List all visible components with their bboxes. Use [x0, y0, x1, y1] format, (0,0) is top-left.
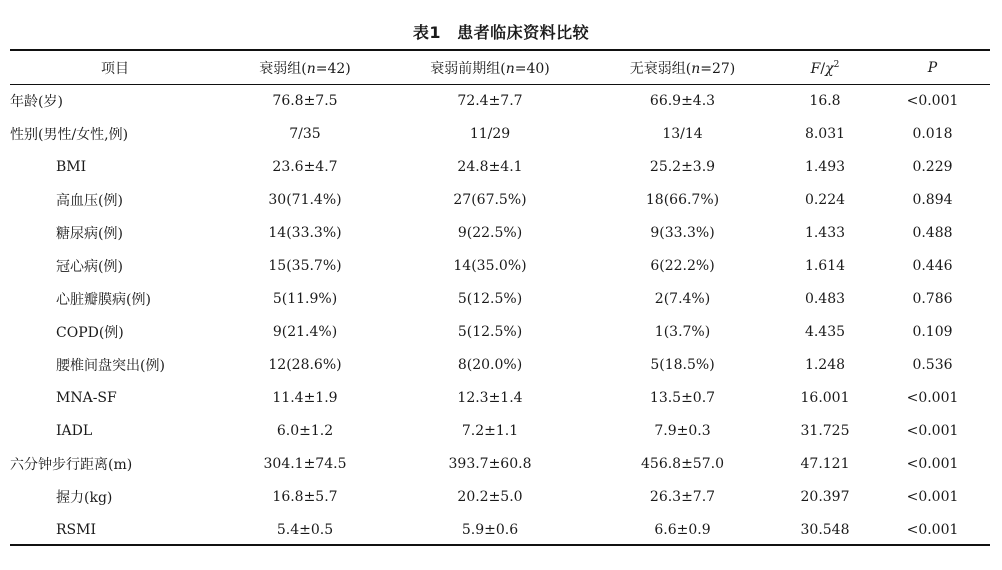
cell-p-value: <0.001	[906, 455, 959, 472]
table-row	[10, 480, 990, 513]
table-row	[10, 381, 990, 414]
cell-nonfrail: 25.2±3.9	[649, 158, 716, 175]
cell-statistic: 8.031	[804, 125, 846, 142]
cell-prefrail: 9(22.5%)	[457, 224, 523, 241]
row-label: 心脏瓣膜病(例)	[56, 291, 151, 308]
row-label: IADL	[56, 422, 93, 439]
cell-prefrail: 20.2±5.0	[457, 488, 523, 505]
cell-statistic: 20.397	[800, 488, 850, 505]
cell-prefrail: 5(12.5%)	[457, 323, 523, 340]
row-label: 年龄(岁)	[10, 93, 63, 110]
cell-statistic: 47.121	[800, 455, 850, 472]
top-rule	[10, 49, 990, 51]
cell-prefrail: 7.2±1.1	[461, 422, 519, 439]
cell-nonfrail: 66.9±4.3	[649, 92, 716, 109]
cell-nonfrail: 9(33.3%)	[650, 224, 715, 241]
table-row	[10, 150, 990, 183]
row-label: 高血压(例)	[56, 192, 123, 209]
cell-statistic: 16.001	[800, 389, 850, 406]
cell-statistic: 4.435	[804, 323, 846, 340]
cell-statistic: 16.8	[809, 92, 841, 109]
cell-p-value: <0.001	[906, 488, 959, 505]
cell-statistic: 1.614	[804, 257, 846, 274]
cell-nonfrail: 6(22.2%)	[650, 257, 715, 274]
cell-p-value: <0.001	[906, 422, 959, 439]
cell-statistic: 31.725	[800, 422, 850, 439]
header-row	[10, 52, 990, 84]
table-row	[10, 315, 990, 348]
row-label: 糖尿病(例)	[56, 225, 123, 242]
row-label: RSMI	[56, 521, 96, 538]
cell-statistic: 1.248	[804, 356, 846, 373]
cell-prefrail: 27(67.5%)	[453, 191, 527, 208]
cell-frail: 23.6±4.7	[272, 158, 338, 175]
table-row	[10, 447, 990, 480]
cell-p-value: 0.446	[912, 257, 953, 274]
clinical-data-table	[10, 52, 990, 546]
cell-statistic: 30.548	[800, 521, 850, 538]
cell-prefrail: 24.8±4.1	[457, 158, 523, 175]
cell-frail: 5(11.9%)	[272, 290, 338, 307]
cell-p-value: 0.488	[912, 224, 953, 241]
cell-p-value: 0.018	[912, 125, 953, 142]
cell-p-value: <0.001	[906, 521, 959, 538]
cell-p-value: 0.894	[912, 191, 953, 208]
header-stat-f: F	[810, 60, 821, 77]
cell-nonfrail: 456.8±57.0	[641, 455, 724, 472]
header-nonfrail-prefix: 无衰弱组(	[629, 61, 692, 77]
header-frail-n: n	[306, 61, 316, 77]
cell-frail: 12(28.6%)	[268, 356, 342, 373]
cell-frail: 30(71.4%)	[268, 191, 342, 208]
table-caption: 患者临床资料比较	[457, 23, 590, 42]
table-row	[10, 216, 990, 249]
header-p-value: P	[927, 60, 938, 76]
cell-prefrail: 72.4±7.7	[457, 92, 523, 109]
cell-nonfrail: 18(66.7%)	[645, 191, 720, 208]
cell-frail: 304.1±74.5	[263, 455, 347, 472]
cell-prefrail: 12.3±1.4	[457, 389, 523, 406]
cell-p-value: 0.109	[912, 323, 953, 340]
table-row	[10, 282, 990, 315]
header-stat-chi: χ	[825, 60, 834, 77]
header-prefrail-suffix: =40)	[514, 61, 550, 77]
row-label: 握力(kg)	[56, 489, 113, 506]
header-nonfrail-suffix: =27)	[700, 61, 736, 77]
header-frail-prefix: 衰弱组(	[259, 61, 307, 77]
cell-nonfrail: 26.3±7.7	[649, 488, 716, 505]
cell-statistic: 1.433	[804, 224, 846, 241]
table-row	[10, 84, 990, 117]
header-stat-sup: 2	[833, 59, 840, 70]
header-frail-suffix: =42)	[315, 61, 351, 77]
cell-frail: 15(35.7%)	[268, 257, 342, 274]
header-stat-slash: /	[820, 60, 826, 77]
cell-nonfrail: 6.6±0.9	[654, 521, 711, 538]
cell-nonfrail: 13.5±0.7	[649, 389, 716, 406]
cell-nonfrail: 5(18.5%)	[650, 356, 715, 373]
table-row	[10, 513, 990, 546]
table-row	[10, 183, 990, 216]
cell-prefrail: 11/29	[469, 125, 511, 142]
row-label: 六分钟步行距离(m)	[10, 456, 133, 473]
row-label: 冠心病(例)	[56, 258, 123, 275]
header-prefrail-group	[390, 52, 590, 84]
header-nonfrail-group	[590, 52, 775, 84]
row-label: MNA-SF	[56, 389, 117, 406]
cell-frail: 16.8±5.7	[272, 488, 338, 505]
row-label: 腰椎间盘突出(例)	[56, 357, 165, 374]
cell-p-value: <0.001	[906, 92, 959, 109]
cell-frail: 6.0±1.2	[276, 422, 334, 439]
cell-statistic: 1.493	[804, 158, 846, 175]
cell-p-value: 0.229	[912, 158, 953, 175]
table-row	[10, 249, 990, 282]
header-statistic	[775, 52, 875, 84]
cell-statistic: 0.224	[804, 191, 846, 208]
cell-frail: 9(21.4%)	[272, 323, 338, 340]
cell-frail: 7/35	[289, 125, 321, 142]
cell-frail: 14(33.3%)	[268, 224, 342, 241]
cell-frail: 11.4±1.9	[272, 389, 338, 406]
cell-prefrail: 8(20.0%)	[457, 356, 523, 373]
cell-p-value: 0.536	[912, 356, 953, 373]
cell-p-value: <0.001	[906, 389, 959, 406]
table-row	[10, 348, 990, 381]
cell-nonfrail: 13/14	[662, 125, 703, 142]
cell-nonfrail: 2(7.4%)	[654, 290, 711, 307]
table-row	[10, 117, 990, 150]
cell-prefrail: 5.9±0.6	[461, 521, 519, 538]
cell-frail: 5.4±0.5	[276, 521, 334, 538]
header-item: 项目	[101, 61, 129, 77]
table-row	[10, 414, 990, 447]
cell-nonfrail: 7.9±0.3	[654, 422, 711, 439]
cell-nonfrail: 1(3.7%)	[654, 323, 711, 340]
row-label: 性别(男性/女性,例)	[10, 126, 129, 143]
table-title	[0, 20, 1002, 43]
header-frail-group	[220, 52, 390, 84]
cell-prefrail: 393.7±60.8	[448, 455, 532, 472]
row-label: COPD(例)	[56, 324, 124, 341]
row-label: BMI	[56, 158, 87, 175]
header-prefrail-n: n	[505, 61, 515, 77]
cell-frail: 76.8±7.5	[272, 92, 338, 109]
header-prefrail-prefix: 衰弱前期组(	[430, 61, 506, 77]
cell-p-value: 0.786	[912, 290, 953, 307]
cell-prefrail: 14(35.0%)	[453, 257, 527, 274]
cell-prefrail: 5(12.5%)	[457, 290, 523, 307]
header-nonfrail-n: n	[691, 61, 701, 77]
table-number: 表1	[412, 23, 442, 42]
cell-statistic: 0.483	[804, 290, 846, 307]
